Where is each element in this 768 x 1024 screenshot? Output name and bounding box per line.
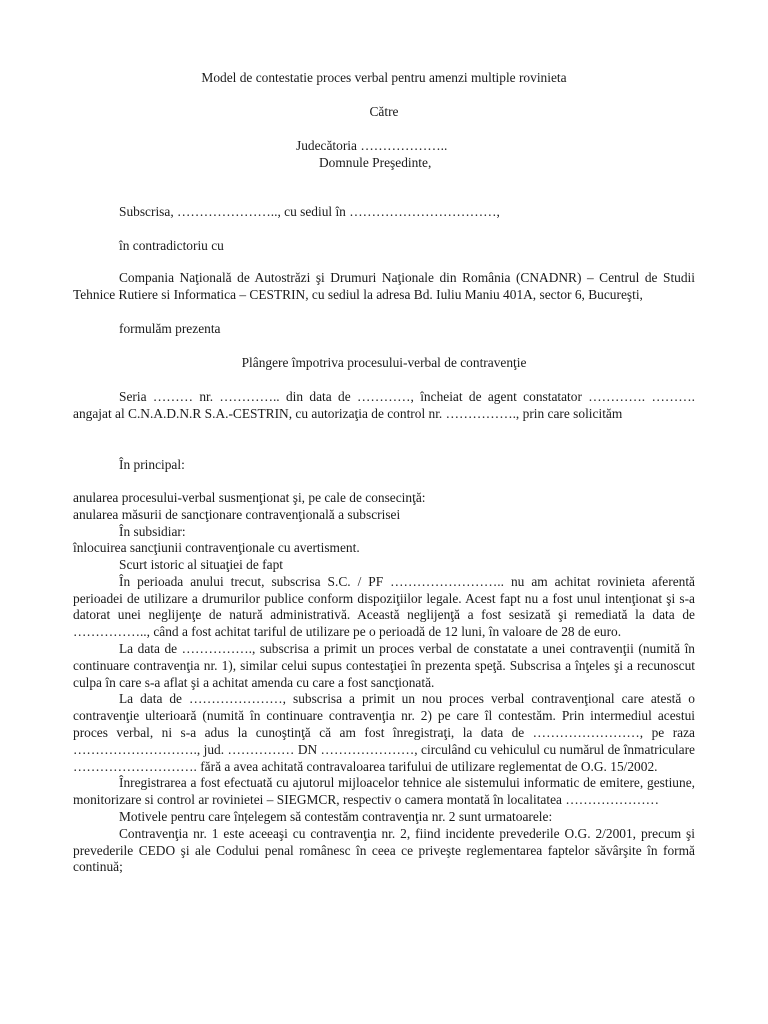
plaintiff-line: Subscrisa, ………………….., cu sediul în ……………………………, [119, 204, 500, 219]
seria-paragraph: Seria ……… nr. ………….. din data de …………, încheiat de agent constatator …………. ………. angajat al C.N.A.D.N.R S.A.-CESTRIN, cu autorizaţia de control nr. ……………., prin care solicităm [73, 389, 695, 421]
facts-paragraph: La data de …………………, subscrisa a primit un nou proces verbal contravenţional care atestă o contravenţie ulterioară (numită în continuare contravenţia nr. 2) pe care îl contestăm. Prin intermediul acestui proces verbal, ni s-a adus la cunoştinţă că am fost înregistraţi, la data de ……………………, pe raza ………………………., jud. …………… DN …………………, circulând cu vehiculul cu numărul de înmatriculare ………………………. fără a avea achitată contravaloarea tarifului de utilizare reglementat de O.G. 15/2002. [73, 691, 695, 774]
contradictory-line: în contradictoriu cu [119, 238, 224, 253]
request-item: anularea procesului-verbal susmenţionat şi, pe cale de consecinţă: [73, 490, 426, 505]
salutation: Domnule Preşedinte, [319, 155, 432, 170]
defendant-paragraph: Compania Naţională de Autostrăzi şi Drumuri Naţionale din România (CNADNR) – Centrul de Studii Tehnice Rutiere si Informatica – CESTRIN, cu sediul la adresa Bd. Iuliu Maniu 401A, sector 6, Bucureşti, [73, 270, 695, 302]
request-item: În subsidiar: [119, 523, 186, 539]
complaint-heading: Plângere împotriva procesului-verbal de contravenţie [241, 355, 527, 370]
court-name: Judecătoria ……………….. [296, 138, 448, 153]
formulate-line: formulăm prezenta [119, 321, 221, 336]
facts-paragraph: Înregistrarea a fost efectuată cu ajutorul mijloacelor tehnice ale sistemului informatic de emitere, gestiune, monitorizare si control ar rovinietei – SIEGMCR, respectiv o camera montată în localitatea ………………… [73, 775, 695, 808]
document-title: Model de contestatie proces verbal pentru amenzi multiple rovinieta [201, 70, 567, 85]
facts-paragraph: Motivele pentru care înțelegem să contestăm contravenţia nr. 2 sunt urmatoarele: [119, 808, 553, 824]
facts-heading: Scurt istoric al situaţiei de fapt [119, 557, 283, 572]
addressee-catre: Către [369, 104, 399, 119]
request-item: înlocuirea sancţiunii contravenţionale cu avertisment. [73, 540, 360, 556]
request-item: anularea măsurii de sancţionare contravenţională a subscrisei [73, 506, 401, 522]
facts-paragraph: În perioada anului trecut, subscrisa S.C. / PF …………………….. nu am achitat rovinieta aferentă perioadei de utilizare a drumurilor publice conform dispoziţiilor legale. Acest fapt nu a fost unul intenţionat şi s-a datorat unei neglijenţe de natură administrativă. Această neglijenţă a fost sesizată şi remediată la data de …………….., când a fost achitat tariful de utilizare pe o perioadă de 12 luni, în valoare de 28 de euro. [73, 573, 695, 640]
facts-section [73, 557, 695, 876]
facts-paragraph: La data de ……………., subscrisa a primit un proces verbal de constatate a unei contravenţii (numită în continuare contravenţia nr. 1), similar celui supus contestaţiei în prezenta speţă. Subscrisa a înţeles şi a recunoscut culpa în care s-a aflat şi a achitat amenda cu care a fost sancţionată. [73, 640, 695, 690]
in-principal-heading: În principal: [119, 457, 185, 472]
requests-list [73, 490, 713, 557]
facts-paragraph: Contravenţia nr. 1 este aceeaşi cu contravenţia nr. 2, fiind incidente prevederile O.G. 2/2001, precum şi prevederile CEDO şi ale Codului penal românesc în ceea ce priveşte reglementarea faptelor săvârşite în formă continuă; [73, 825, 695, 875]
